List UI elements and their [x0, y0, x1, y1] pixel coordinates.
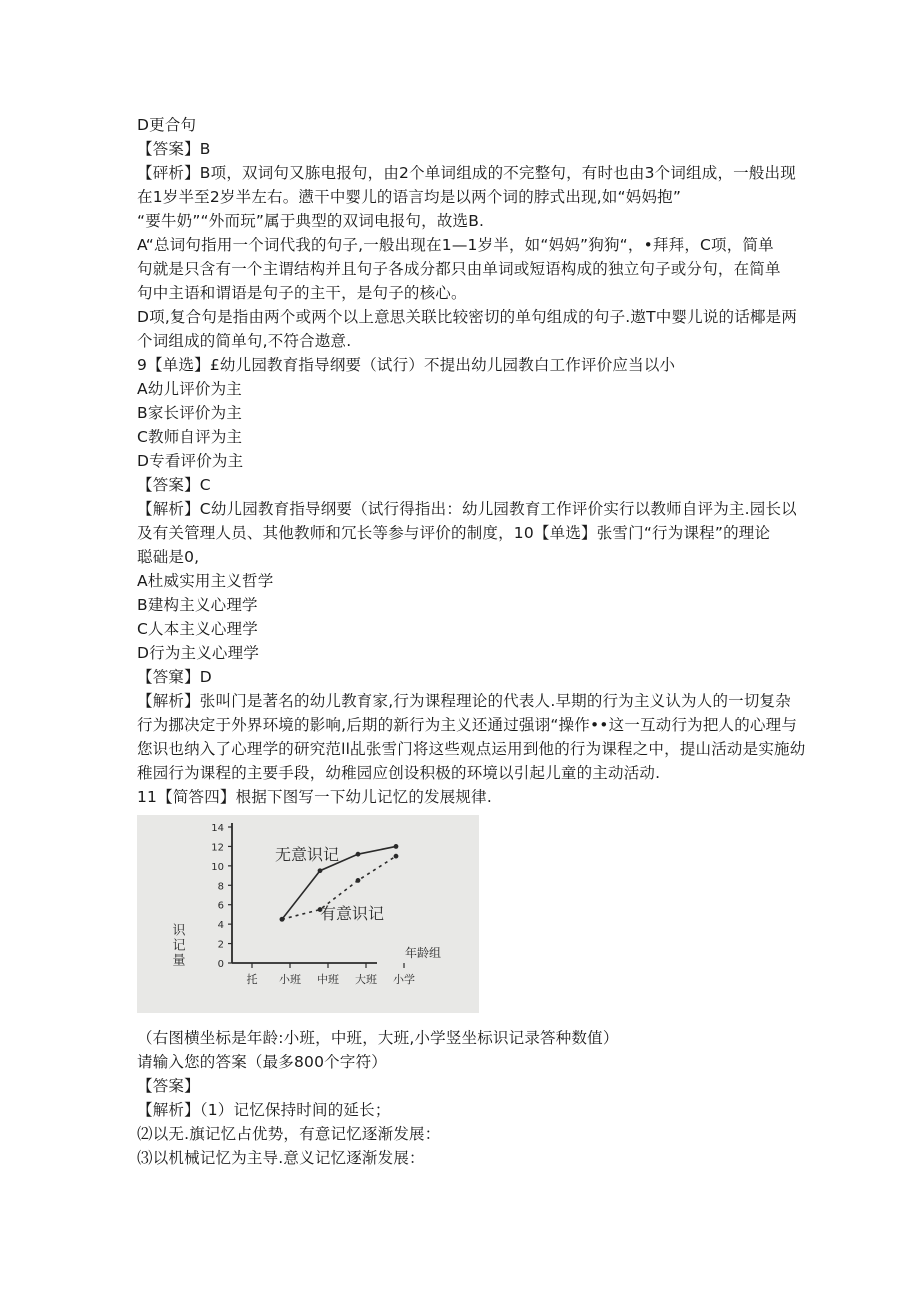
- data-point: [394, 844, 399, 849]
- y-tick-label: 2: [217, 939, 224, 951]
- text-line: 句就是只含有一个主谓结构并且句子各成分都只由单词或短语构成的独立句子或分句，在简单: [137, 260, 781, 278]
- memory-development-chart-photo: [137, 815, 479, 1013]
- text-line: 【解析】C幼儿园教育指导纲要（试行得指出：幼儿园教育工作评价实行以教师自评为主.园长以: [137, 500, 797, 518]
- text-line: A“总词句指用一个词代我的句子,一般出现在1—1岁半，如“妈妈”狗狗“，•拜拜，C项，简单: [137, 236, 774, 254]
- text-line: 【答案】: [137, 1077, 200, 1095]
- text-line: C教师自评为主: [137, 428, 243, 446]
- text-line: D项,复合句是指由两个或两个以上意思关联比较密切的单句组成的句子.遨T中婴儿说的话椰是两: [137, 308, 798, 326]
- y-tick-label: 10: [211, 861, 224, 873]
- text-line: C人本主义心理学: [137, 620, 258, 638]
- text-line: 【解析】张叫门是著名的幼儿教育家,行为课程理论的代表人.早期的行为主义认为人的一切复杂: [137, 692, 791, 710]
- x-tick-label: 小班: [279, 973, 301, 986]
- text-line: 及有关管理人员、其他教师和冗长等参与评价的制度，10【单选】张雪门“行为课程”的理论: [137, 524, 771, 542]
- text-line: 在1岁半至2岁半左右。懑干中婴儿的语言均是以两个词的脖式出现,如“妈妈抱”: [137, 188, 682, 206]
- memory-chart: [137, 815, 479, 1013]
- x-tick-label: 中班: [317, 973, 339, 986]
- text-line: 句中主语和谓语是句子的主干，是句子的核心。: [137, 284, 467, 302]
- text-line: 行为挪决定于外界环境的影响,后期的新行为主义还通过强诩“操作••这一互动行为把人的心理与: [137, 716, 798, 734]
- text-line: （右图横坐标是年龄:小班，中班，大班,小学竖坐标识记录答种数值）: [137, 1029, 619, 1047]
- data-point: [356, 852, 361, 857]
- x-tick-label: 大班: [355, 973, 377, 986]
- series-label-unintentional-memory: 无意识记: [275, 845, 340, 864]
- y-tick-label: 12: [211, 842, 224, 854]
- text-line: 【答案】C: [137, 476, 211, 494]
- text-line: 稚园行为课程的主要手段，幼稚园应创设积极的环境以引起儿童的主动活动.: [137, 764, 661, 782]
- y-tick-label: 0: [217, 959, 224, 970]
- text-line: 个词组成的简单句,不符合遨意.: [137, 332, 352, 350]
- text-line: “要牛奶”“外而玩”属于典型的双词电报句，故选B.: [137, 212, 485, 230]
- text-line: D更合句: [137, 116, 197, 134]
- data-point: [356, 878, 361, 883]
- text-line: 11【简答四】根据下图写一下幼儿记忆的发展规律.: [137, 788, 492, 806]
- data-point: [280, 917, 285, 922]
- data-point: [318, 868, 323, 873]
- text-line: 9【单选】£幼儿园教育指导纲要（试行）不提出幼儿园教白工作评价应当以小: [137, 356, 676, 374]
- data-point: [394, 854, 399, 859]
- text-line: 您识也纳入了心理学的研究范ll乩张雪门将这些观点运用到他的行为课程之中，提山活动是实施幼: [137, 740, 806, 758]
- text-line: ⑶以机械记忆为主导.意义记忆逐渐发展：: [137, 1149, 425, 1167]
- text-line: B建构主义心理学: [137, 596, 258, 614]
- y-tick-label: 6: [217, 900, 224, 912]
- text-line: 聪础是0,: [137, 548, 200, 566]
- text-line: ⑵以无.旗记忆占优势，有意记忆逐渐发展：: [137, 1125, 441, 1143]
- y-tick-label: 14: [211, 823, 224, 834]
- text-line: A杜威实用主义哲学: [137, 572, 274, 590]
- text-line: 【答案】B: [137, 140, 211, 158]
- text-line: 【答窠】D: [137, 668, 212, 686]
- y-axis-label: 识记量: [169, 923, 185, 968]
- y-tick-label: 8: [217, 881, 224, 893]
- text-line: D专看评价为主: [137, 452, 244, 470]
- text-line: B家长评价为主: [137, 404, 243, 422]
- x-tick-label: 小学: [393, 973, 415, 986]
- text-line: 【解析】（1）记忆保持时间的延长；: [137, 1101, 391, 1119]
- x-tick-label: 托: [246, 973, 258, 986]
- text-line: 请输入您的答案（最多800个字符）: [137, 1053, 387, 1071]
- y-tick-label: 4: [217, 920, 224, 932]
- text-line: 【砰析】B项，双词句又胨电报句，由2个单词组成的不完整句，有时也由3个词组成，一般出现: [137, 164, 796, 182]
- series-label-intentional-memory: 有意识记: [320, 904, 385, 923]
- text-line: A幼儿评价为主: [137, 380, 243, 398]
- text-line: D行为主义心理学: [137, 644, 260, 662]
- x-axis-label: 年龄组: [405, 946, 442, 960]
